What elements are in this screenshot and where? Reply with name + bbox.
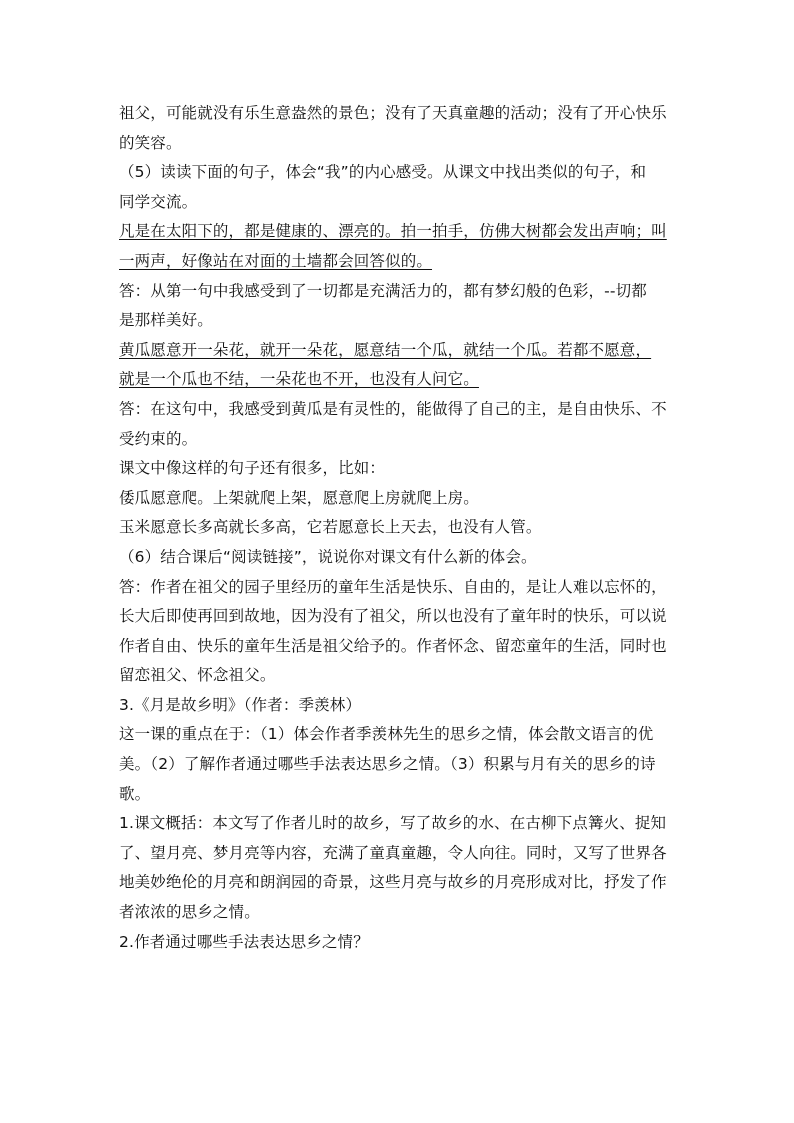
answer-line: 答：从第一句中我感受到了一切都是充满活力的，都有梦幻般的色彩，--切都 [119, 281, 647, 300]
answer-line: 作者自由、快乐的童年生活是祖父给予的。作者怀念、留恋童年的生活，同时也 [119, 636, 667, 655]
question-line: 同学交流。 [119, 192, 198, 211]
summary-line: 了、望月亮、梦月亮等内容，充满了童真童趣，令人向往。同时，又写了世界各 [119, 843, 667, 862]
example-line: 倭瓜愿意爬。上架就爬上架，愿意爬上房就爬上房。 [119, 488, 479, 507]
underlined-quote-line: 凡是在太阳下的，都是健康的、漂亮的。拍一拍手，仿佛大树都会发出声响；叫 [119, 222, 667, 241]
answer-line: 长大后即使再回到故地，因为没有了祖父，所以也没有了童年时的快乐，可以说 [119, 607, 667, 626]
answer-line: 受约束的。 [119, 429, 198, 448]
answer-line: 答：作者在祖父的园子里经历的童年生活是快乐、自由的，是让人难以忘怀的， [119, 577, 667, 596]
lesson-heading: 3.《月是故乡明》（作者：季羡林） [119, 695, 362, 714]
text-line: 课文中像这样的句子还有很多，比如： [119, 459, 386, 478]
text-line: 祖父，可能就没有乐生意盎然的景色；没有了天真童趣的活动；没有了开心快乐 [119, 104, 667, 122]
text-line: 这一课的重点在于：（1）体会作者季羡林先生的思乡之情，体会散文语言的优 [119, 725, 654, 744]
text-line: 美。（2）了解作者通过哪些手法表达思乡之情。（3）积累与月有关的思乡的诗 [119, 755, 656, 774]
text-line: 的笑容。 [119, 133, 182, 152]
summary-line: 者浓浓的思乡之情。 [119, 903, 260, 922]
underlined-quote-line: 就是一个瓜也不结，一朵花也不开，也没有人问它。 [119, 370, 479, 389]
summary-line: 地美妙绝伦的月亮和朗润园的奇景，这些月亮与故乡的月亮形成对比，抒发了作 [119, 873, 667, 892]
question-line: （6）结合课后“阅读链接”，说说你对课文有什么新的体会。 [119, 547, 537, 566]
underlined-quote-line: 黄瓜愿意开一朵花，就开一朵花，愿意结一个瓜，就结一个瓜。若都不愿意， [119, 340, 652, 359]
text-line: 歌。 [119, 784, 151, 803]
underlined-quote-line: 一两声，好像站在对面的土墙都会回答似的。 [119, 251, 433, 270]
document-body [119, 99, 679, 957]
answer-line: 答：在这句中，我感受到黄瓜是有灵性的，能做得了自己的主，是自由快乐、不 [119, 399, 667, 418]
summary-line: 1.课文概括：本文写了作者儿时的故乡，写了故乡的水、在古柳下点篝火、捉知 [119, 814, 667, 833]
answer-line: 是那样美好。 [119, 311, 213, 330]
answer-line: 留恋祖父、怀念祖父。 [119, 666, 276, 685]
example-line: 玉米愿意长多高就长多高，它若愿意长上天去，也没有人管。 [119, 518, 542, 537]
question-line: （5）读读下面的句子，体会“我”的内心感受。从课文中找出类似的句子，和 [119, 163, 647, 182]
question-line: 2.作者通过哪些手法表达思乡之情？ [119, 932, 369, 951]
